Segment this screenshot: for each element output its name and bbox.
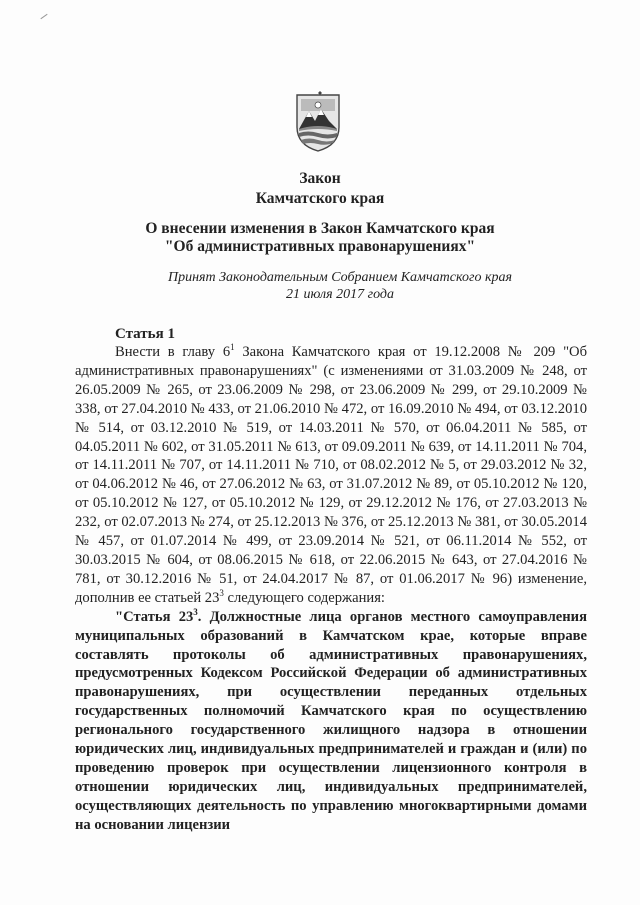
- law-subject-line-1: О внесении изменения в Закон Камчатского края: [145, 220, 495, 237]
- article-body: [75, 343, 587, 835]
- coat-of-arms-icon: [293, 91, 343, 153]
- law-region: Камчатского края: [255, 190, 385, 207]
- adopted-date: 21 июля 2017 года: [286, 287, 394, 302]
- scan-mark: [40, 14, 47, 19]
- article-intro-paragraph: Внести в главу $6^1$ Закона Камчатского края от 19.12.2008 № 209 "Об административных правонарушениях" (с изменениями от 31.03.2009 № 248, от 26.05.2009 № 265, от 23.06.2009 № 298, от 23.06.2009 № 299, от 29.10.2009 № 338, от 27.04.2010 № 433, от 21.06.2010 № 472, от 16.09.2010 № 494, от 03.12.2010 № 514, от 03.12.2010 № 519, от 14.03.2011 № 570, от 06.04.2011 № 585, от 04.05.2011 № 602, от 31.05.2011 № 613, от 09.09.2011 № 639, от 14.11.2011 № 704, от 14.11.2011 № 707, от 14.11.2011 № 710, от 08.02.2012 № 5, от 29.03.2012 № 32, от 04.06.2012 № 46, от 27.06.2012 № 63, от 31.07.2012 № 89, от 05.10.2012 № 120, от 05.10.2012 № 127, от 05.10.2012 № 129, от 29.12.2012 № 176, от 27.03.2013 № 232, от 02.07.2013 № 274, от 25.12.2013 № 376, от 25.12.2013 № 381, от 30.05.2014 № 457, от 01.07.2014 № 499, от 23.09.2014 № 521, от 06.11.2014 № 552, от 30.03.2015 № 604, от 08.06.2015 № 618, от 22.06.2015 № 643, от 27.04.2016 № 781, от 30.12.2016 № 51, от 24.04.2017 № 87, от 01.06.2017 № 96) изменение, дополнив ее статьей $23^3$ следующего содержания:: [75, 342, 587, 606]
- article-quote-paragraph: "Статья $23^3$. Должностные лица органов местного самоуправления муниципальных образований в Камчатском крае, которые вправе составлять протоколы об административных правонарушениях, предусмотренных Кодексом Российской Федерации об административных правонарушениях, при осуществлении переданных отдельных государственных полномочий Камчатского края по осуществлению регионального государственного жилищного надзора в отношении юридических лиц, индивидуальных предпринимателей и граждан и (или) по проведению проверок при осуществлении лицензионного контроля в отношении юридических лиц, индивидуальных предпринимателей, осуществляющих деятельность по управлению многоквартирными домами на основании лицензии: [75, 606, 587, 833]
- adopted-by: Принят Законодательным Собранием Камчатского края: [167, 270, 513, 285]
- law-subject-line-2: "Об административных правонарушениях": [164, 238, 476, 255]
- law-title: Закон: [299, 170, 341, 187]
- article-heading: Статья 1: [115, 326, 175, 342]
